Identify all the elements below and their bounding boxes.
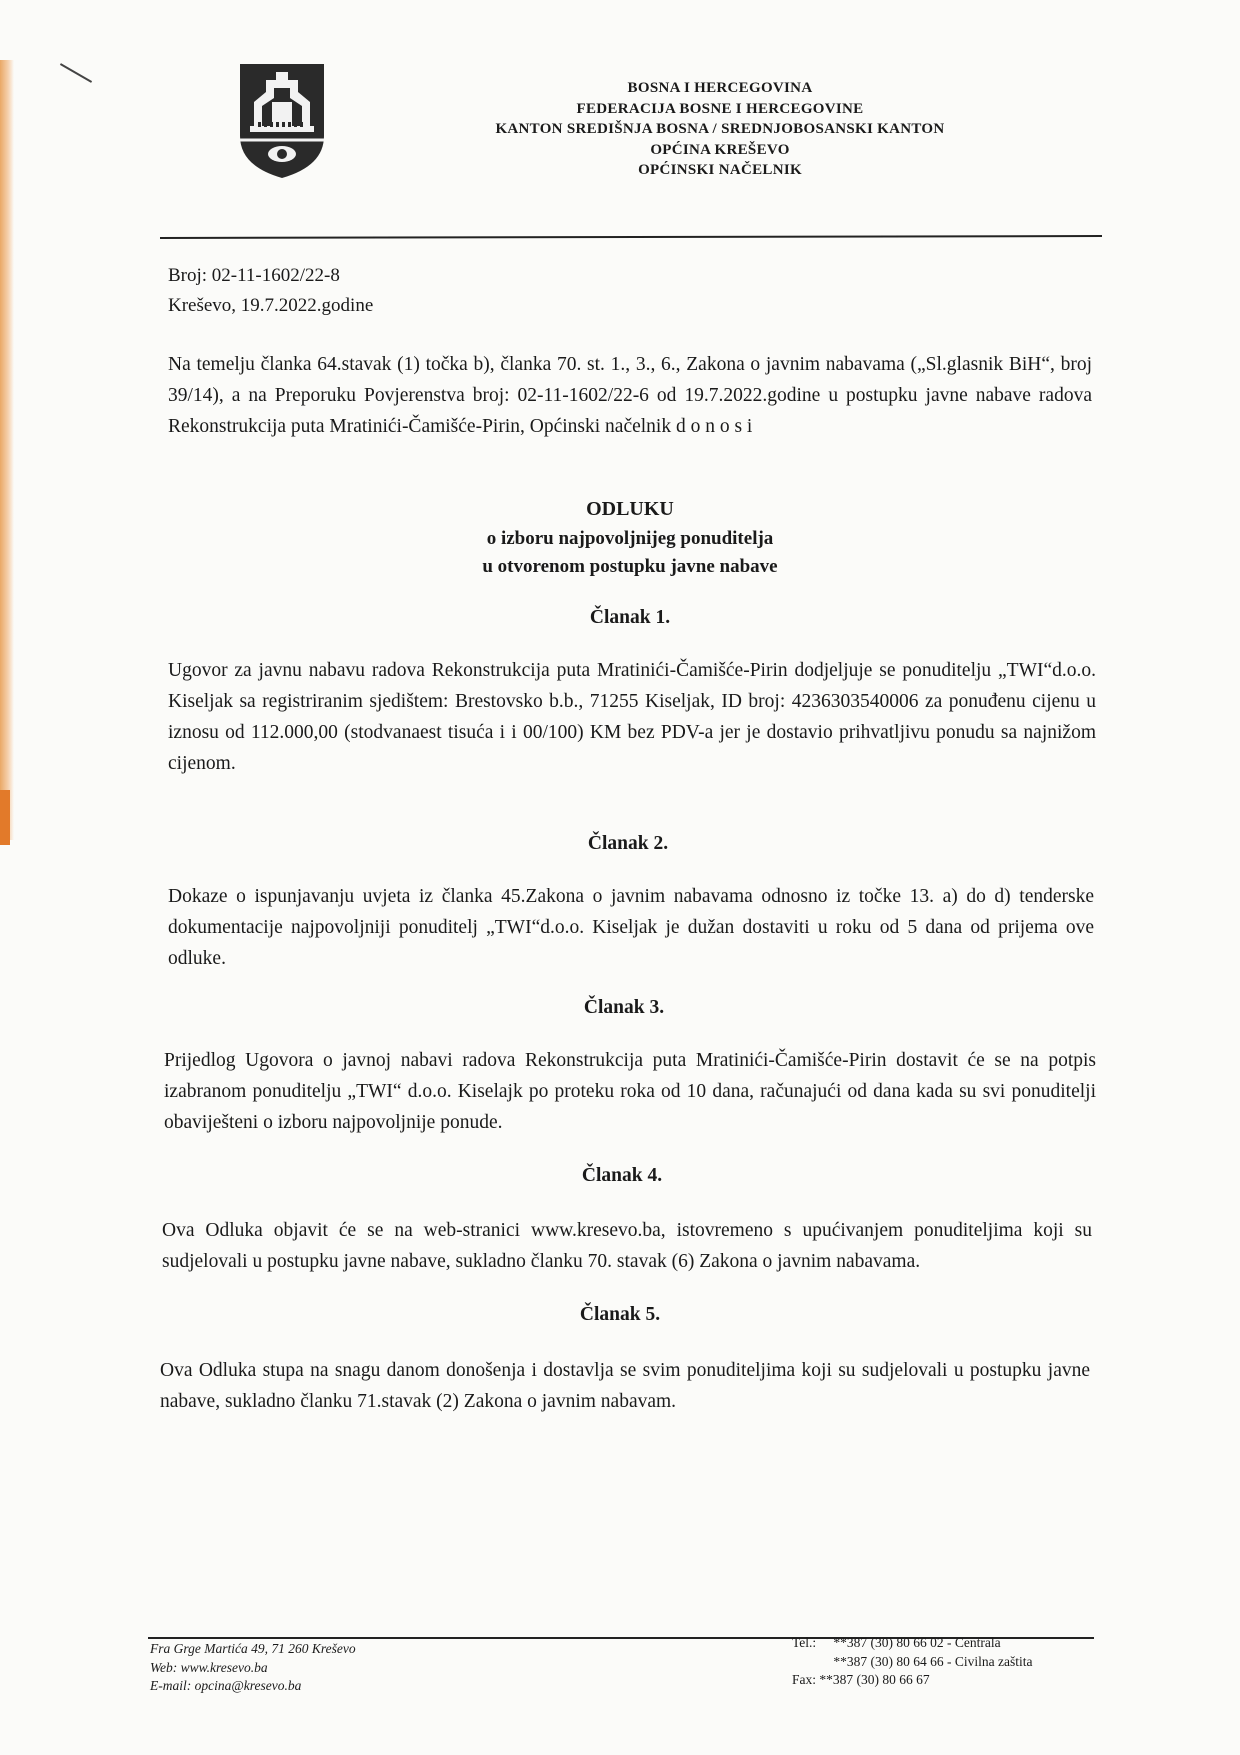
header-line-country: BOSNA I HERCEGOVINA <box>627 80 813 96</box>
reference-number: Broj: 02-11-1602/22-8 <box>168 265 340 286</box>
footer-tel-central: **387 (30) 80 66 02 - Centrala <box>833 1635 1001 1650</box>
article-4-heading: Članak 4. <box>581 1165 663 1186</box>
article-3-text: Prijedlog Ugovora o javnoj nabavi radova Rekonstrukcija puta Mratinići-Čamišće-Pirin dostavit će se na potpis izabranom ponuditelju „TWI“ d.o.o. Kiselajk po proteku roka od 10 dana, računajući od dana kada su svi ponuditelji obaviješteni o izboru najpovoljnije ponude. <box>164 1050 1096 1133</box>
document-reference <box>168 261 373 321</box>
footer-web: Web: www.kresevo.ba <box>150 1659 268 1675</box>
footer-contact-right <box>792 1634 1032 1690</box>
article-2-heading: Članak 2. <box>587 833 669 854</box>
decision-subtitle-line-2: u otvorenom postupku javne nabave <box>482 556 778 577</box>
footer-address: Fra Grge Martića 49, 71 260 Kreševo <box>150 1641 356 1656</box>
header-line-office: OPĆINSKI NAČELNIK <box>638 162 802 178</box>
decision-subtitle-line-1: o izboru najpovoljnijeg ponuditelja <box>486 528 774 549</box>
article-1-text: Ugovor za javnu nabavu radova Rekonstrukcija puta Mratinići-Čamišće-Pirin dodjeljuje se ponuditelju „TWI“d.o.o. Kiseljak sa registriranim sjedištem: Brestovsko b.b., 71255 Kiseljak, ID broj: 4236303540006 za ponuđenu cijenu u iznosu od 112.000,00 (stodvanaest tisuća i i 00/100) KM bez PDV-a jer je dostavio prihvatljivu ponudu sa najnižom cijenom. <box>168 660 1096 774</box>
decision-subtitle <box>300 525 960 581</box>
preamble-paragraph: Na temelju članka 64.stavak (1) točka b), članka 70. st. 1., 3., 6., Zakona o javnim nabavama („Sl.glasnik BiH“, broj 39/14), a na Preporuku Povjerenstva broj: 02-11-1602/22-6 od 19.7.2022.godine u postupku javne nabave radova Rekonstrukcija puta Mratinići-Čamišće-Pirin, Općinski načelnik d o n o s i <box>168 354 1092 437</box>
footer-fax: Fax: **387 (30) 80 66 67 <box>792 1672 930 1687</box>
footer-contact-left <box>150 1640 356 1696</box>
page-edge-tab <box>0 790 10 845</box>
header-line-federation: FEDERACIJA BOSNE I HERCEGOVINE <box>576 100 864 117</box>
reference-place-date: Kreševo, 19.7.2022.godine <box>168 295 374 316</box>
article-1-heading: Članak 1. <box>589 607 671 628</box>
article-5-heading: Članak 5. <box>579 1304 661 1325</box>
header-line-municipality: OPĆINA KREŠEVO <box>650 141 790 158</box>
header-line-canton: KANTON SREDIŠNJA BOSNA / SREDNJOBOSANSKI KANTON <box>495 121 945 137</box>
municipality-crest-icon <box>236 62 328 180</box>
footer-tel-civil: **387 (30) 80 64 66 - Civilna zaštita <box>833 1653 1033 1669</box>
article-3-heading: Članak 3. <box>583 997 665 1018</box>
footer-email: E-mail: opcina@kresevo.ba <box>150 1678 302 1693</box>
header-divider <box>160 235 1102 239</box>
article-2-text: Dokaze o ispunjavanju uvjeta iz članka 45.Zakona o javnim nabavama odnosno iz točke 13. a) do d) tenderske dokumentacije najpovoljniji ponuditelj „TWI“d.o.o. Kiseljak je dužan dostaviti u roku od 5 dana od prijema ove odluke. <box>168 886 1094 969</box>
footer-tel-label: Tel.: <box>792 1635 817 1650</box>
article-4-text: Ova Odluka objavit će se na web-stranici www.kresevo.ba, istovremeno s upućivanjem ponuditeljima koji su sudjelovali u postupku javne nabave, sukladno članku 70. stavak (6) Zakona o javnim nabavama. <box>162 1220 1092 1272</box>
scan-mark <box>60 63 92 83</box>
issuer-header <box>420 78 1020 181</box>
page-edge-stain <box>0 60 14 840</box>
decision-title: ODLUKU <box>586 498 674 520</box>
article-5-text: Ova Odluka stupa na snagu danom donošenja i dostavlja se svim ponuditeljima koji su sudjelovali u postupku javne nabave, sukladno članku 71.stavak (2) Zakona o javnim nabavam. <box>160 1360 1090 1412</box>
